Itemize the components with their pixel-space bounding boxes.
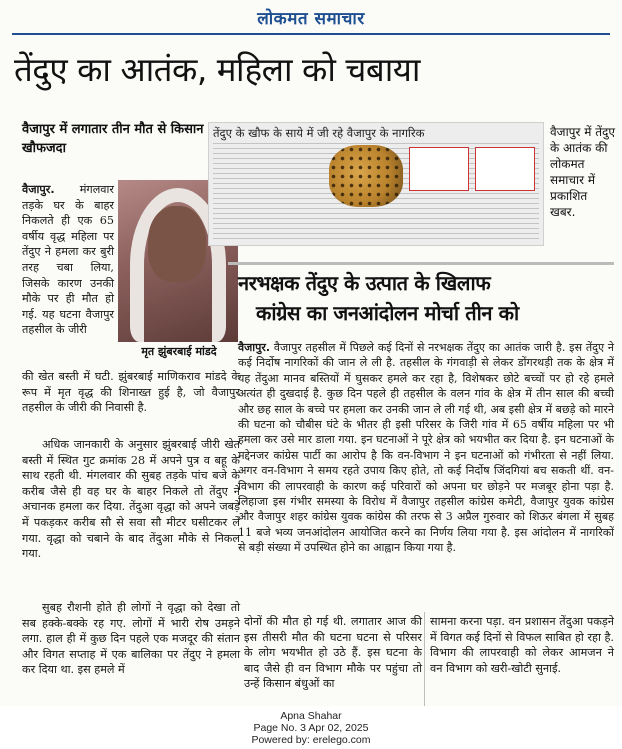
footer-powered-by: Powered by: erelego.com: [251, 734, 371, 746]
column-b-text: सामना करना पड़ा. वन प्रशासन तेंदुआ पकड़ने में विगत कई दिनों से विफल साबित हो रहा है. विभाग की लापरवाही को लेकर आमजन ने वन विभाग को खरी-खोटी सुनाई.: [430, 615, 614, 675]
column-a-text: दोनों की मौत हो गई थी. लगातार आज की इस तीसरी मौत की घटना घटना से परिसर के लोग भयभीत हो उठे हैं. इस घटना के बाद जैसे ही वन विभाग मौके पर पहुंचा तो उन्हें किसान बंधुओं का: [244, 615, 422, 691]
footer-page-date: Page No. 3 Apr 02, 2025: [253, 722, 369, 734]
paragraph-3: सुबह रौशनी होते ही लोगों ने वृद्धा को देखा तो सब हक्के-बक्के रह गए. लोगों में भारी रोष उमड़ने लगा. हाल ही में कुछ दिन पहले एक मजदूर की संतान और विगत सप्ताह में एक बालिका पर तेंदुए ने हमला कर दिया था. इस हमले में: [22, 601, 240, 677]
inset-clipping-title: तेंदुए के खौफ के साये में जी रहे वैजापुर के नागरिक: [213, 126, 425, 140]
column-divider: [424, 612, 425, 706]
paragraph-2: अधिक जानकारी के अनुसार झुंबरबाई जीरी खेत बस्ती में स्थित गुट क्रमांक 28 में अपने पुत्र व बहू के साथ रहती थी. मंगलवार की सुबह तड़के पांच बजे के करीब जैसे ही वह घर के बाहर निकले तो तेंदुए ने अचानक हमला कर दिया. तेंदुआ वृद्धा को अपने जबड़े में पकड़कर करीब सौ से सवा सौ मीटर घसीटकर ले गया. वृद्धा को चबाने के बाद तेंदुआ मौके से निकल गया.: [22, 438, 240, 561]
masthead-rule: [12, 33, 610, 35]
masthead-title: लोकमत समाचार: [257, 9, 365, 29]
main-story-dateline: वैजापुर.: [238, 341, 271, 354]
page-headline: तेंदुए का आतंक, महिला को चबाया: [14, 50, 420, 89]
banner-line-1: नरभक्षक तेंदुए के उत्पात के खिलाफ: [238, 271, 491, 295]
story-banner: [228, 262, 614, 336]
main-story-body: वैजापुर तहसील में पिछले कई दिनों से नरभक्षक तेंदुए का आतंक जारी है. इस तेंदुए ने कई निर्दोष नागरिकों की जान ले ली है. तहसील के गंगवाड़ी से लेकर डोंगरथड़ी तक के क्षेत्र में यह तेंदुआ मानव बस्तियों में घुसकर हमले कर रहा है, विशेषकर छोटे बच्चों पर हो रहे हमले अत्यंत ही दुखदाई है. कुछ दिन पहले ही तहसील के वलन गांव के क्षेत्र में तीन साल की बच्ची और छह साल के बच्चे पर हमला कर उनकी जान ले ली गई थी, अब इसी क्षेत्र में बछड़े को मारने की घटना को चौबीस घंटे के भीतर ही इसी परिसर के जिरी गांव में 65 वर्षीय महिला पर भी हमला कर उसे मार डाला गया. इन घटनाओं ने पूरे क्षेत्र को भयभीत कर दिया है. इन घटनाओं के मद्देनजर कांग्रेस पार्टी का आरोप है कि वन-विभाग ने इन घटनाओं को गंभीरता से नहीं लिया. अगर वन-विभाग ने समय रहते उपाय किए होते, तो कई निर्दोष जिंदगियां बच सकती थीं. वन-विभाग की लापरवाही के कारण कई परिवारों को अपना घर छोड़ने पर मजबूर होना पड़ा है. लिहाजा इस गंभीर समस्या के विरोध में वैजापुर तहसील कांग्रेस कमेटी, वैजापुर युवक कांग्रेस और वैजापुर शहर कांग्रेस युवक कांग्रेस की तरफ से 3 अप्रैल गुरुवार को शिऊर बंगला में सुबह 11 बजे भव्य जनआंदोलन आयोजित करने का निर्णय लिया गया है. इस आंदोलन में नागरिकों से बड़ी संख्या में उपस्थित होने का आह्वान किया गया है.: [238, 341, 614, 555]
lead-text-top: मंगलवार तड़के घर के बाहर निकलते ही एक 65 वर्षीय वृद्ध महिला पर तेंदुए ने हमला कर बुरी तरह चबा लिया, जिसके कारण उनकी मौके पर ही मौत हो गई. यह घटना वैजापुर तहसील के जीरी: [22, 183, 114, 337]
inset-box-1: [409, 147, 469, 191]
subheadline: वैजापुर में लगातार तीन मौत से किसान खौफजदा: [22, 122, 204, 156]
lead-paragraph-rest: की खेत बस्ती में घटी. झुंबरबाई माणिकराव मांडदे के रूप में मृत वृद्ध की शिनाख्त हुई है, जो वैजापुर तहसील के जीरी की निवासी है.: [22, 370, 240, 415]
page-footer: [0, 710, 622, 746]
main-story-text: [238, 340, 614, 556]
leopard-image: [329, 145, 403, 207]
footer-publication: Apna Shahar: [280, 710, 342, 722]
inset-caption: वैजापुर में तेंदुए के आतंक की लोकमत समाचार में प्रकाशित खबर.: [550, 125, 616, 219]
lead-dateline: वैजापुर.: [22, 183, 55, 196]
masthead: [0, 6, 622, 29]
lead-paragraph-top: [22, 182, 114, 338]
inset-clipping: [208, 122, 544, 246]
inset-box-2: [475, 147, 535, 191]
banner-line-2: कांग्रेस का जनआंदोलन मोर्चा तीन को: [256, 301, 519, 325]
photo-caption: मृत झुंबरबाई मांडदे: [141, 345, 217, 358]
photo-face: [148, 206, 206, 282]
